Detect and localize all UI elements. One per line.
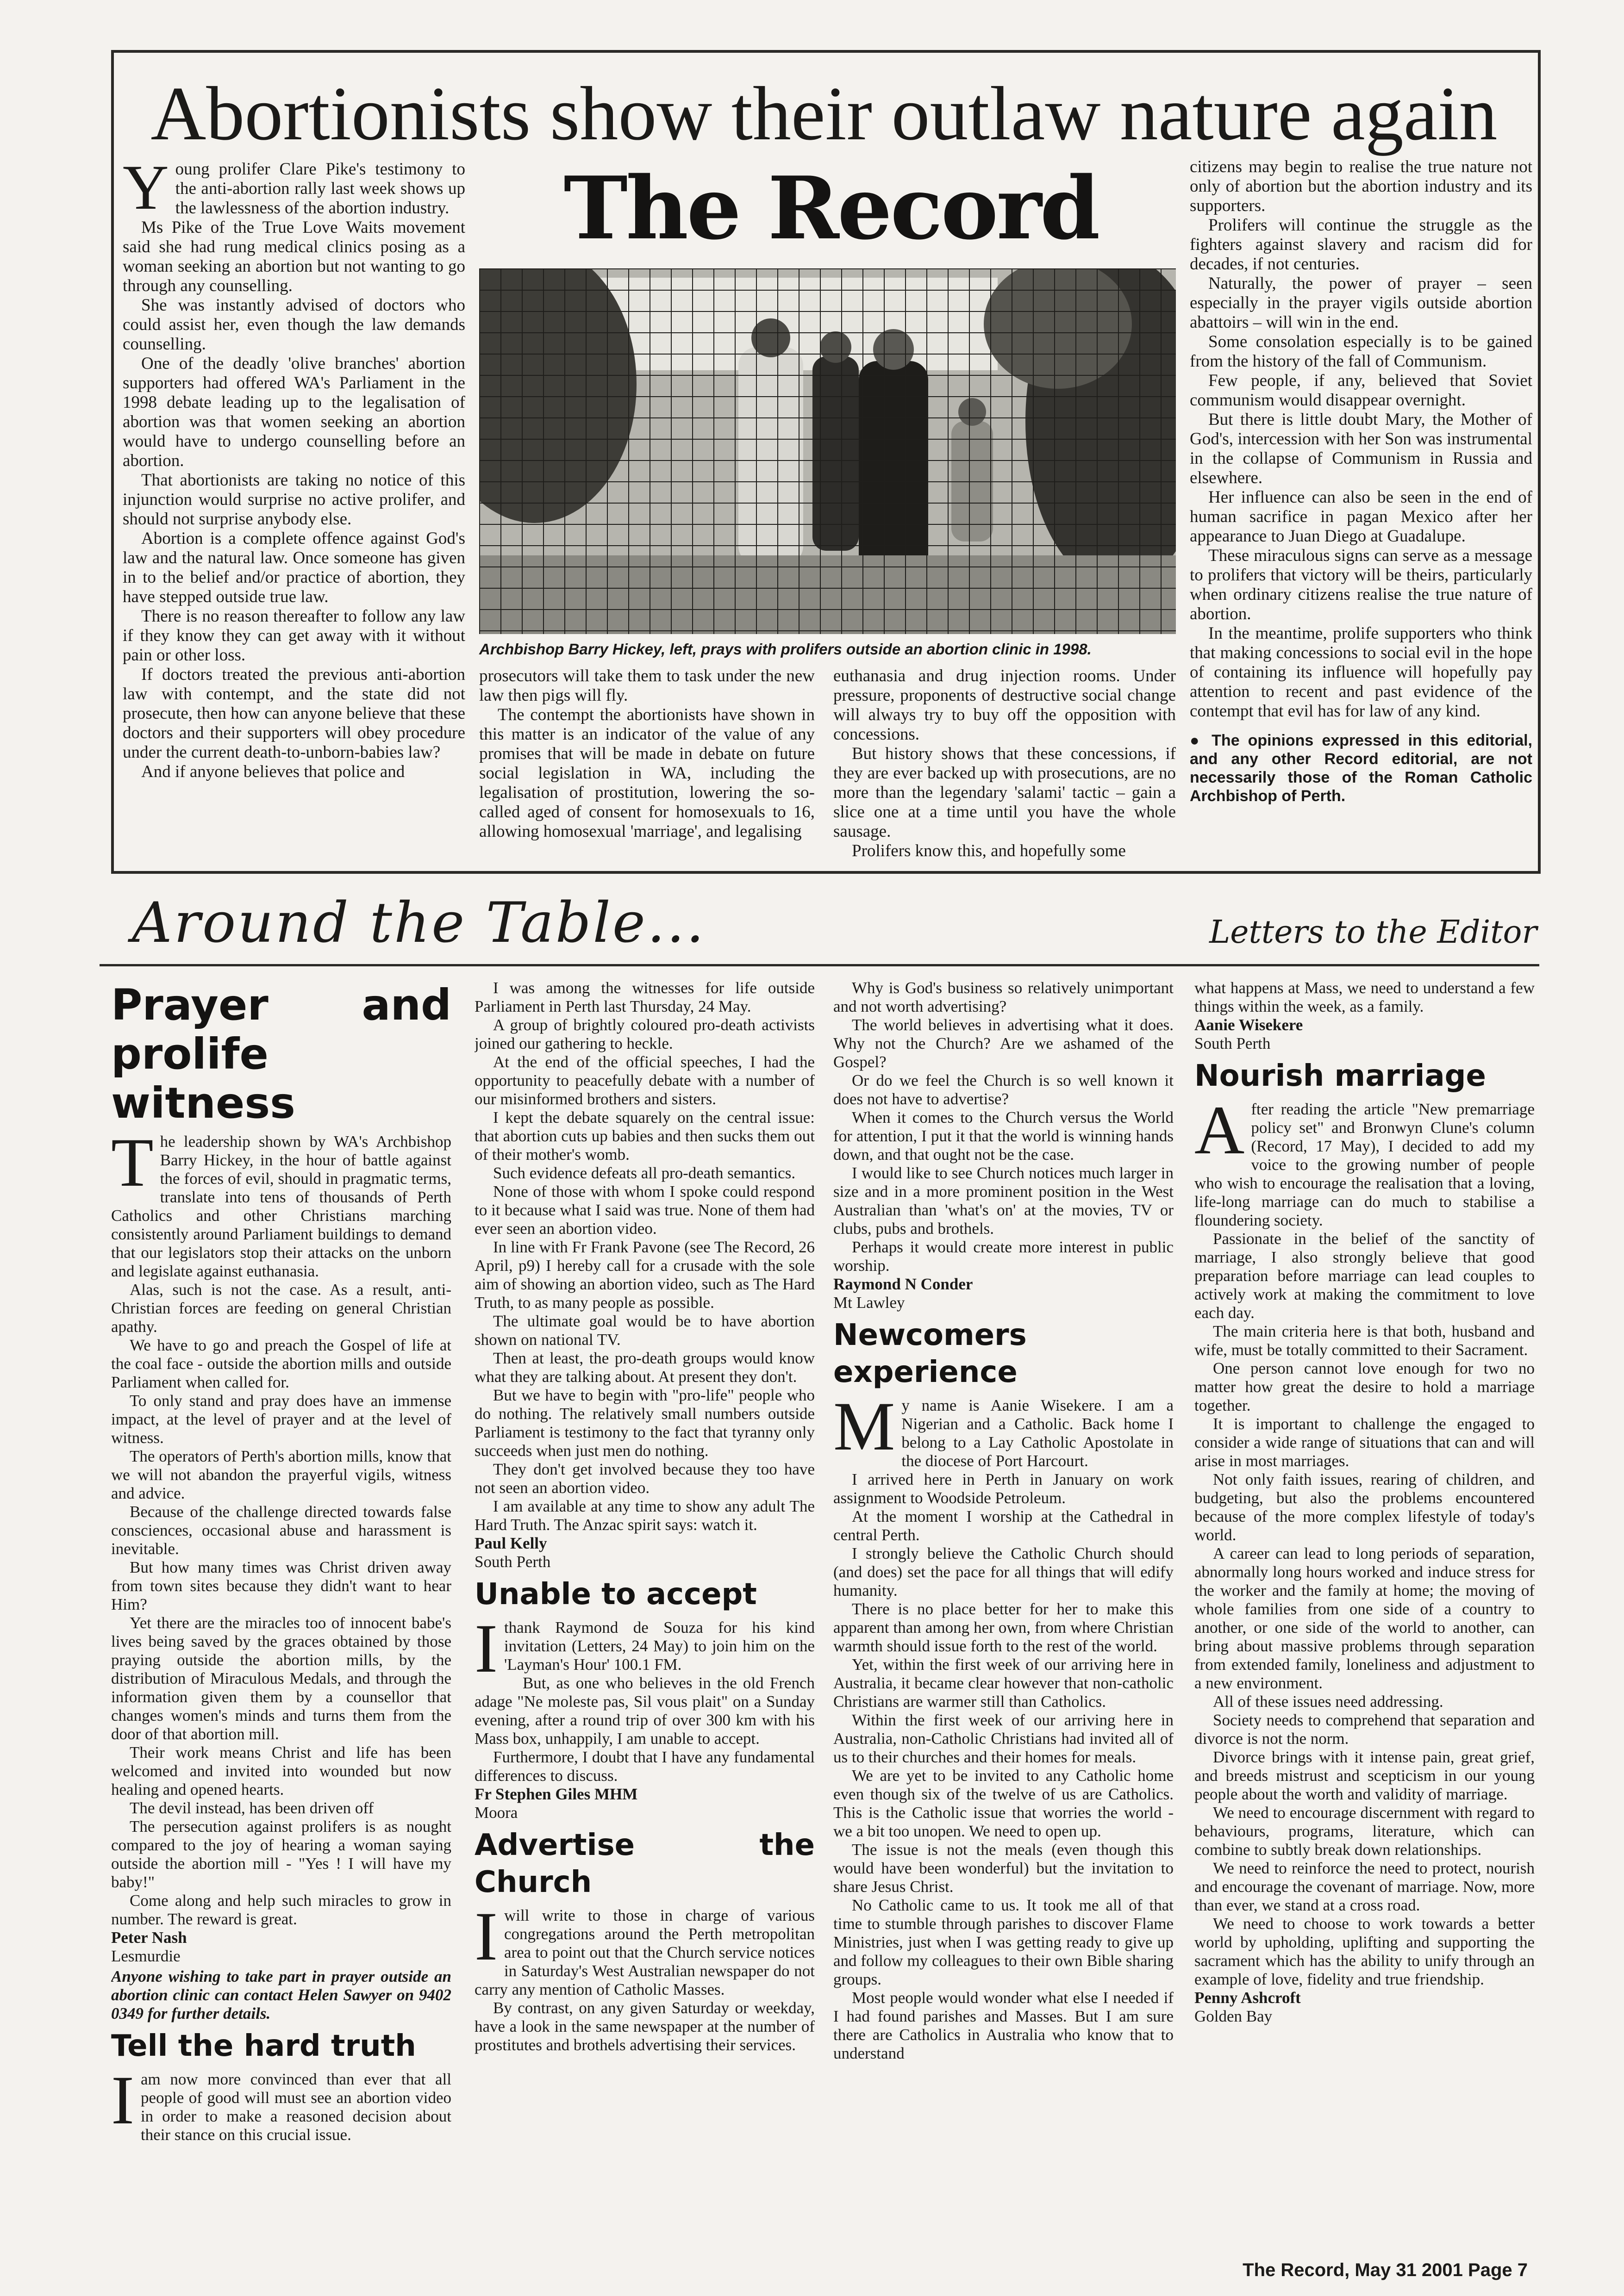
letter-heading: Nourish marriage bbox=[1194, 1059, 1486, 1093]
letter-location: Moora bbox=[475, 1804, 518, 1822]
letter-paragraph: he leadership shown by WA's Archbishop Barry Hickey, in the hour of battle against the forces of evil, should in pragmatic terms, translate into tens of thousands of Perth Catholics and other Christians marching consistently around Parliament buildings to demand that our legislators stop their attacks on the unborn and legislate against euthanasia. bbox=[111, 1132, 451, 1280]
editorial-paragraph: Some consolation especially is to be gained from the history of the fall of Communism. bbox=[1190, 332, 1532, 371]
editorial-paragraph: Abortion is a complete offence against God's law and the natural law. Once someone has given in to the belief and/or practice of abortion, they have stepped outside true law. bbox=[123, 529, 465, 606]
letter-paragraph: The operators of Perth's abortion mills, know that we will not abandon the prayerful vigils, witness and advice. bbox=[111, 1447, 451, 1502]
section-divider bbox=[100, 964, 1539, 966]
letters-column-4 bbox=[1194, 979, 1535, 2249]
letter-paragraph: The world believes in advertising what it does. Why not the Church? Are we ashamed of the Gospel? bbox=[833, 1016, 1174, 1071]
letter-paragraph: Most people would wonder what else I needed if I had found parishes and Masses. But I am sure there are Catholics in Australia who know that to understand bbox=[833, 1989, 1174, 2062]
letter-paragraph: But how many times was Christ driven away from town sites because they didn't want to hear Him? bbox=[111, 1558, 451, 1613]
letter-paragraph: Their work means Christ and life has been welcomed and invited into wounded but now healing and opened hearts. bbox=[111, 1743, 451, 1798]
letter-paragraph: what happens at Mass, we need to understand a few things within the week, as a family. bbox=[1194, 979, 1535, 1015]
letter-paragraph: I would like to see Church notices much larger in size and in a more prominent position in the West Australian than 'what's on' at the movies, TV or clubs, pubs and brothels. bbox=[833, 1164, 1174, 1238]
editorial-column-2 bbox=[479, 666, 815, 861]
letter-paragraph: A group of brightly coloured pro-death activists joined our gathering to heckle. bbox=[475, 1016, 815, 1052]
letter-paragraph: We need to choose to work towards a better world by upholding, uplifting and supporting the sacrament which has the ability to unify through an example of love, fidelity and true friendship. bbox=[1194, 1915, 1535, 1988]
letter-paragraph: y name is Aanie Wisekere. I am a Nigerian and a Catholic. Back home I belong to a Lay Catholic Apostolate in the diocese of Port Harcourt. bbox=[901, 1396, 1174, 1470]
letter-dropcap: I bbox=[475, 1610, 498, 1687]
letter-paragraph: The ultimate goal would be to have abortion shown on national TV. bbox=[475, 1312, 815, 1349]
editorial-paragraph: Her influence can also be seen in the end of human sacrifice in pagan Mexico after her appearance to Juan Diego at Guadalupe. bbox=[1190, 488, 1532, 546]
letter-paragraph: Furthermore, I doubt that I have any fundamental differences to discuss. bbox=[475, 1748, 815, 1785]
letter-dropcap: I bbox=[475, 1898, 498, 1975]
letter-paragraph: Yet there are the miracles too of innocent babe's lives being saved by the graces obtained by those praying outside the abortion mills, by the distribution of Miraculous Medals, and through the information given them by a counsellor that changes women's minds and turns them from the door of that abortion mill. bbox=[111, 1614, 451, 1743]
editorial-paragraph: euthanasia and drug injection rooms. Under pressure, proponents of destructive social change will always try to buy off the opposition with concessions. bbox=[833, 666, 1176, 744]
letter-paragraph: Divorce brings with it intense pain, great grief, and breeds mistrust and scepticism in our young people about the worth and validity of marriage. bbox=[1194, 1748, 1535, 1803]
editorial-photo bbox=[479, 268, 1176, 634]
letters-column-3 bbox=[833, 979, 1174, 2249]
letter-heading: Newcomers experience bbox=[833, 1318, 1027, 1389]
letter-paragraph: But we have to begin with "pro-life" people who do nothing. The relatively small numbers outside Parliament is testimony to the fact that tyranny only succeeds when just men do nothing. bbox=[475, 1386, 815, 1460]
letter-dropcap: A bbox=[1194, 1092, 1245, 1169]
letters-column-2 bbox=[475, 979, 815, 2249]
letter-paragraph: will write to those in charge of various congregations around the Perth metropolitan area to point out that the Church service notices in Saturday's West Australian newspaper do not carry any mention of Catholic Masses. bbox=[475, 1906, 815, 1998]
letter-paragraph: We need to encourage discernment with regard to behaviours, programs, literature, which can combine to subtly break down relationships. bbox=[1194, 1804, 1535, 1859]
letter-signature: Peter Nash bbox=[111, 1929, 187, 1947]
letter-heading: Advertise the Church bbox=[475, 1828, 815, 1899]
editorial-paragraph: prosecutors will take them to task under the new law then pigs will fly. bbox=[479, 666, 815, 705]
letter-paragraph: We need to reinforce the need to protect, nourish and encourage the covenant of marriage. Now, more than ever, we stand at a cross road. bbox=[1194, 1859, 1535, 1914]
letter-paragraph: By contrast, on any given Saturday or weekday, have a look in the same newspaper at the number of prostitutes and brothels advertising their services. bbox=[475, 1999, 815, 2054]
editorial-paragraph: And if anyone believes that police and bbox=[141, 762, 405, 781]
letter-location: Golden Bay bbox=[1194, 2007, 1273, 2025]
letters-column-1 bbox=[111, 979, 451, 2249]
editorial-paragraph: There is no reason thereafter to follow any law if they know they can get away with it without pain or other loss. bbox=[123, 607, 465, 665]
letter-paragraph: I am available at any time to show any adult The Hard Truth. The Anzac spirit says: watch it. bbox=[475, 1497, 815, 1534]
letter-paragraph: None of those with whom I spoke could respond to it because what I said was true. None of them had ever seen an abortion video. bbox=[475, 1182, 815, 1238]
photo-caption: Archbishop Barry Hickey, left, prays with prolifers outside an abortion clinic in 1998. bbox=[479, 641, 1092, 658]
letter-paragraph: We are yet to be invited to any Catholic home even though six of the twelve of us are Catholics. This is the Catholic issue that worries the world - we a bit too unopen. We need to open up. bbox=[833, 1767, 1174, 1840]
editorial-disclaimer: ● The opinions expressed in this editorial, and any other Record editorial, are not necessarily those of the Roman Catholic Archbishop of Perth. bbox=[1190, 732, 1532, 805]
letter-location: Lesmurdie bbox=[111, 1947, 181, 1965]
letter-paragraph: Yet, within the first week of our arriving here in Australia, it became clear however that non-catholic Christians are warmer still than Catholics. bbox=[833, 1655, 1174, 1711]
letter-paragraph: Not only faith issues, rearing of children, and budgeting, but also the problems encountered because of the more complex lifestyle of today's world. bbox=[1194, 1470, 1535, 1544]
letter-dropcap: I bbox=[111, 2062, 134, 2139]
letter-heading: Prayer and prolife witness bbox=[111, 980, 451, 1128]
letter-paragraph: Such evidence defeats all pro-death semantics. bbox=[493, 1164, 796, 1182]
letter-paragraph: Because of the challenge directed towards false consciences, occasional abuse and harassment is inevitable. bbox=[111, 1503, 451, 1558]
editorial-column-3 bbox=[833, 666, 1176, 861]
letter-paragraph: I arrived here in Perth in January on work assignment to Woodside Petroleum. bbox=[833, 1470, 1174, 1507]
editorial-paragraph: Naturally, the power of prayer – seen especially in the prayer vigils outside abortion abattoirs – will win in the end. bbox=[1190, 274, 1532, 332]
letter-paragraph: The issue is not the meals (even though this would have been wonderful) but the invitation to share Jesus Christ. bbox=[833, 1841, 1174, 1896]
editorial-paragraph: The contempt the abortionists have shown in this matter is an indicator of the value of any promises that will be made in debate on future social legislation in WA, including the legalisation of prostitution, lowering the so-called aged of consent for homosexuals to 16, allowing homosexual 'marriage', and legalising bbox=[479, 705, 815, 841]
letter-paragraph: Society needs to comprehend that separation and divorce is not the norm. bbox=[1194, 1711, 1535, 1748]
letter-paragraph: Come along and help such miracles to grow in number. The reward is great. bbox=[111, 1892, 451, 1928]
letter-paragraph: The persecution against prolifers is as nought compared to the joy of hearing a woman saying outside the abortion mill - "Yes ! I will have my baby!" bbox=[111, 1817, 451, 1891]
letter-paragraph: Alas, such is not the case. As a result, anti-Christian forces are feeding on general Christian apathy. bbox=[111, 1281, 451, 1336]
letter-signature: Penny Ashcroft bbox=[1194, 1989, 1301, 2007]
letter-paragraph: One person cannot love enough for two no matter how great the desire to hold a marriage together. bbox=[1194, 1359, 1535, 1414]
page-footer: The Record, May 31 2001 Page 7 bbox=[1243, 2260, 1528, 2280]
letter-signature: Raymond N Conder bbox=[833, 1275, 973, 1293]
editorial-column-1 bbox=[123, 160, 465, 861]
letter-paragraph: I was among the witnesses for life outside Parliament in Perth last Thursday, 24 May. bbox=[475, 979, 815, 1015]
editorial-headline: Abortionists show their outlaw nature again bbox=[150, 71, 1498, 156]
editorial-paragraph: One of the deadly 'olive branches' abortion supporters had offered WA's Parliament in the 1998 debate leading up to the legalisation of abortion was that women seeking an abortion would have to undergo counselling before an abortion. bbox=[123, 354, 465, 470]
editorial-paragraph: These miraculous signs can serve as a message to prolifers that victory will be theirs, particularly when ordinary citizens realise the true nature of abortion. bbox=[1190, 546, 1532, 623]
letter-paragraph: At the moment I worship at the Cathedral in central Perth. bbox=[833, 1507, 1174, 1544]
editorial-paragraph: Ms Pike of the True Love Waits movement said she had rung medical clinics posing as a woman seeking an abortion but not wanting to go through any counselling. bbox=[123, 218, 465, 295]
editorial-paragraph: If doctors treated the previous anti-abortion law with contempt, and the state did not prosecute, then how can anyone believe that these doctors and their supporters will obey procedure under the current death-to-unborn-babies law? bbox=[123, 665, 465, 762]
letter-location: South Perth bbox=[1194, 1034, 1271, 1052]
editorial-column-4 bbox=[1190, 157, 1532, 865]
editorial-paragraph: But history shows that these concessions, if they are ever backed up with prosecutions, are no more than the legendary 'salami' tactic – gain a slice one at a time until you have the whole sausage. bbox=[833, 744, 1176, 841]
editorial-paragraph: That abortionists are taking no notice of this injunction would surprise no active prolifer, and should not surprise anybody else. bbox=[123, 471, 465, 529]
editorial-dropcap: Y bbox=[123, 160, 169, 223]
letter-paragraph: A career can lead to long periods of separation, abnormally long hours worked and induce stress for the worker and the family at home; the moving of whole families from one side of a country to another, or one side of the world to another, can bring about massive problems through separation from extended family, loneliness and adjustment to a new environment. bbox=[1194, 1544, 1535, 1692]
letter-paragraph: The main criteria here is that both, husband and wife, must be totally committed to their Sacrament. bbox=[1194, 1322, 1535, 1359]
letter-note: Anyone wishing to take part in prayer outside an abortion clinic can contact Helen Sawyer on 9402 0349 for further details. bbox=[111, 1967, 451, 2022]
editorial-paragraph: Prolifers know this, and hopefully some bbox=[852, 841, 1126, 860]
letter-signature: Aanie Wisekere bbox=[1194, 1016, 1303, 1034]
letter-paragraph: Then at least, the pro-death groups would know what they are talking about. At present they don't. bbox=[475, 1349, 815, 1386]
letter-paragraph: I strongly believe the Catholic Church should (and does) set the pace for all things that will edify humanity. bbox=[833, 1544, 1174, 1599]
letter-paragraph: At the end of the official speeches, I had the opportunity to peacefully debate with a number of our misinformed brothers and sisters. bbox=[475, 1053, 815, 1108]
letter-paragraph: We have to go and preach the Gospel of life at the coal face - outside the abortion mills and outside Parliament when called for. bbox=[111, 1336, 451, 1391]
letter-paragraph: Or do we feel the Church is so well known it does not have to advertise? bbox=[833, 1071, 1174, 1108]
letter-paragraph: It is important to challenge the engaged to consider a wide range of situations that can and will arise in most marriages. bbox=[1194, 1415, 1535, 1470]
letter-signature: Fr Stephen Giles MHM bbox=[475, 1785, 638, 1803]
editorial-paragraph: In the meantime, prolife supporters who think that making concessions to social evil in the hope of containing its influence will hopefully pay attention to recent and past evidence of the contempt that evil has for law of any kind. bbox=[1190, 624, 1532, 721]
letter-paragraph: To only stand and pray does have an immense impact, at the level of prayer and at the level of witness. bbox=[111, 1392, 451, 1447]
letter-signature: Paul Kelly bbox=[475, 1534, 547, 1552]
letter-paragraph: When it comes to the Church versus the World for attention, I put it that the world is winning hands down, and that ought not be the case. bbox=[833, 1108, 1174, 1164]
letter-paragraph: There is no place better for her to make this apparent than among her own, from where Christian warmth should issue forth to the rest of the world. bbox=[833, 1600, 1174, 1655]
section-subtitle: Letters to the Editor bbox=[1209, 914, 1537, 951]
letter-location: Mt Lawley bbox=[833, 1294, 905, 1312]
letter-paragraph: thank Raymond de Souza for his kind invitation (Letters, 24 May) to join him on the 'Layman's Hour' 100.1 FM. bbox=[504, 1618, 815, 1674]
editorial-paragraph: She was instantly advised of doctors who could assist her, even though the law demands counselling. bbox=[123, 296, 465, 354]
editorial-paragraph: oung prolifer Clare Pike's testimony to the anti-abortion rally last week shows up the lawlessness of the abortion industry. bbox=[175, 160, 465, 218]
letter-paragraph: The devil instead, has been driven off bbox=[130, 1799, 374, 1817]
letter-paragraph: Why is God's business so relatively unimportant and not worth advertising? bbox=[833, 979, 1174, 1015]
editorial-paragraph: citizens may begin to realise the true nature not only of abortion but the abortion industry and its supporters. bbox=[1190, 157, 1532, 215]
letter-paragraph: I kept the debate squarely on the central issue: that abortion cuts up babies and then sucks them out of their mother's womb. bbox=[475, 1108, 815, 1164]
letter-dropcap: M bbox=[833, 1388, 895, 1465]
letter-paragraph: In line with Fr Frank Pavone (see The Record, 26 April, p9) I hereby call for a crusade with the sole aim of showing an abortion video, such as The Hard Truth, to as many people as possible. bbox=[475, 1238, 815, 1312]
letter-paragraph: No Catholic came to us. It took me all of that time to stumble through parishes to discover Flame Ministries, just when I was getting ready to give up and follow my colleagues to their own Bible sharing groups. bbox=[833, 1896, 1174, 1988]
letter-heading: Unable to accept bbox=[475, 1577, 757, 1612]
photo-illustration bbox=[479, 268, 1176, 634]
letter-location: South Perth bbox=[475, 1553, 551, 1571]
section-title: Around the Table... bbox=[132, 891, 706, 955]
letter-paragraph: am now more convinced than ever that all people of good will must see an abortion video in order to make a reasoned decision about their stance on this crucial issue. bbox=[140, 2070, 451, 2144]
letter-paragraph: They don't get involved because they too have not seen an abortion video. bbox=[475, 1460, 815, 1497]
letter-paragraph: Within the first week of our arriving here in Australia, non-Catholic Christians had invited all of us to their churches and their homes for meals. bbox=[833, 1711, 1174, 1766]
letter-paragraph: Passionate in the belief of the sanctity of marriage, I also strongly believe that good preparation before marriage can lead couples to actively work at making the commitment to love each day. bbox=[1194, 1230, 1535, 1322]
letter-paragraph: But, as one who believes in the old French adage "Ne moleste pas, Sil vous plait" on a Sunday evening, after a round trip of over 300 km with his Mass box, unhappily, I am unable to accept. bbox=[475, 1674, 815, 1748]
letter-heading: Tell the hard truth bbox=[111, 2029, 416, 2063]
letter-paragraph: fter reading the article "New premarriage policy set" and Bronwyn Clune's column (Record, 17 May), I decided to add my voice to the growing number of people who wish to encourage the realisation that a loving, life-long marriage can do much to stabilise a floundering society. bbox=[1194, 1100, 1535, 1229]
editorial-paragraph: But there is little doubt Mary, the Mother of God's, intercession with her Son was instrumental in the collapse of Communism in Russia and elsewhere. bbox=[1190, 410, 1532, 487]
letter-paragraph: All of these issues need addressing. bbox=[1213, 1692, 1443, 1711]
editorial-paragraph: Few people, if any, believed that Soviet communism would disappear overnight. bbox=[1190, 371, 1532, 410]
editorial-paragraph: Prolifers will continue the struggle as the fighters against slavery and racism did for decades, if not centuries. bbox=[1190, 216, 1532, 274]
letter-paragraph: Perhaps it would create more interest in public worship. bbox=[833, 1238, 1174, 1275]
masthead-logo: The Record bbox=[563, 157, 1099, 259]
letter-dropcap: T bbox=[111, 1124, 154, 1201]
